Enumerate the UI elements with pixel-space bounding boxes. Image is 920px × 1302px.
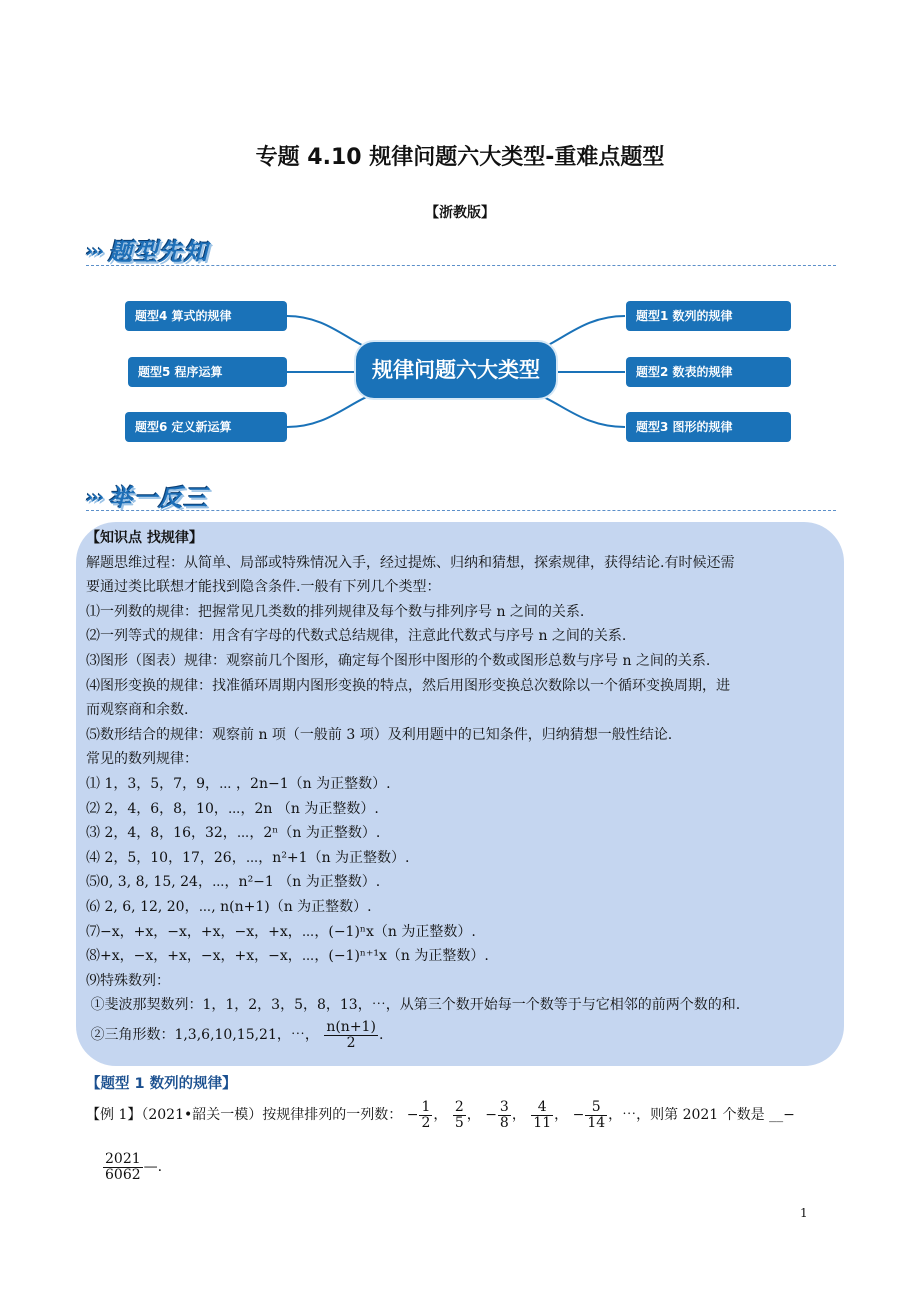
arrows-icon: ›››	[86, 487, 103, 508]
mindmap-node-type5: 题型5 程序运算	[128, 357, 287, 387]
banner-section-practice	[86, 478, 208, 510]
banner-text: 举一反三	[108, 484, 209, 512]
knowledge-line: ⑺−x，+x，−x，+x，−x，+x，⋯，(−1)ⁿx（n 为正整数）.	[86, 923, 476, 940]
banner-text: 题型先知	[108, 238, 209, 266]
example-1	[86, 1100, 846, 1130]
mindmap-node-type4: 题型4 算式的规律	[125, 301, 287, 331]
sequence-term: $\frac{4}{11}$ ，	[533, 1099, 569, 1131]
mindmap-node-type6: 题型6 定义新运算	[125, 412, 287, 442]
page-number: 1	[800, 1206, 808, 1220]
knowledge-line: ⑶ 2，4，8，16，32，⋯，2ⁿ（n 为正整数）.	[86, 825, 381, 842]
fraction-numerator: 2	[454, 1099, 464, 1115]
knowledge-line: ⑷图形变换的规律：找准循环周期内图形变换的特点，然后用图形变换总次数除以一个循环变换周期，进	[86, 677, 730, 694]
mindmap-center: 规律问题六大类型	[356, 342, 556, 398]
term-sign: −	[485, 1107, 497, 1124]
knowledge-line: ⑻+x，−x，+x，−x，+x，−x，⋯，(−1)ⁿ⁺¹x（n 为正整数）.	[86, 948, 489, 965]
triangle-prefix: ②三角形数：1,3,6,10,15,21，⋯，	[86, 1027, 319, 1044]
triangle-numbers-line	[86, 1020, 836, 1050]
knowledge-line: ⑸数形结合的规律：观察前 n 项（一般前 3 项）及利用题中的已知条件，归纳猜想一般性结论.	[86, 726, 673, 743]
mindmap-node-type2: 题型2 数表的规律	[626, 357, 791, 387]
knowledge-content	[86, 526, 836, 1050]
fraction-numerator: 2021	[105, 1151, 141, 1167]
fraction-denominator: 14	[587, 1114, 606, 1131]
page-title: 专题 4.10 规律问题六大类型-重难点题型	[255, 145, 665, 170]
fraction-denominator: 8	[499, 1114, 509, 1131]
sequence-term	[572, 1099, 609, 1131]
knowledge-line: ⑹ 2, 6, 12, 20，⋯, n(n+1)（n 为正整数）.	[86, 898, 372, 915]
answer-tail: —.	[143, 1159, 163, 1176]
divider	[86, 510, 836, 511]
knowledge-line: ①斐波那契数列：1，1，2，3，5，8，13，⋯，从第三个数开始每一个数等于与它相邻的前两个数的和.	[86, 997, 741, 1014]
fraction-numerator: 3	[499, 1099, 509, 1115]
knowledge-line: ⑵ 2，4，6，8，10，⋯，2n （n 为正整数）.	[86, 800, 379, 817]
triangle-suffix: .	[378, 1027, 384, 1044]
knowledge-line: ⑸0, 3, 8, 15, 24，⋯，n²−1 （n 为正整数）.	[86, 874, 381, 891]
edition-label: 【浙教版】	[425, 205, 495, 221]
arrows-icon: ›››	[86, 241, 103, 262]
question-type-heading: 【题型 1 数列的规律】	[86, 1076, 237, 1092]
fraction-numerator: n(n+1)	[326, 1018, 376, 1035]
term-sign: −	[406, 1107, 419, 1124]
fraction-numerator: 1	[421, 1099, 431, 1115]
triangle-fraction	[324, 1020, 378, 1050]
answer-fraction	[103, 1152, 143, 1182]
term-sign: −	[572, 1107, 585, 1124]
mindmap-node-type1: 题型1 数列的规律	[626, 301, 791, 331]
knowledge-line: 常见的数列规律：	[86, 751, 198, 768]
divider	[86, 265, 836, 266]
knowledge-line: 解题思维过程：从简单、局部或特殊情况入手，经过提炼、归纳和猜想，探索规律，获得结论.有时候还需	[86, 554, 735, 571]
sequence-term: − $\frac{3}{8}$ ，	[485, 1099, 526, 1131]
example-suffix: ，⋯，则第 2021 个数是 __−	[608, 1107, 795, 1124]
fraction-denominator: 6062	[105, 1166, 141, 1183]
knowledge-line: ⑴ 1，3，5，7，9，⋯ ，2n−1（n 为正整数）.	[86, 775, 391, 792]
example-prefix: 【例 1】（2021•韶关一模）按规律排列的一列数：	[86, 1107, 403, 1124]
knowledge-line: ⑶图形（图表）规律：观察前几个图形，确定每个图形中图形的个数或图形总数与序号 n 之间的关系.	[86, 652, 711, 669]
fraction-denominator: 2	[346, 1034, 356, 1051]
fraction-numerator: 4	[531, 1100, 553, 1116]
fraction-numerator: 5	[585, 1100, 607, 1116]
sequence-term: − $\frac{1}{2}$ ，	[406, 1099, 448, 1131]
knowledge-line: 而观察商和余数.	[86, 702, 189, 719]
example-answer	[102, 1152, 162, 1182]
knowledge-line: ⑷ 2，5，10，17，26，⋯，n²+1（n 为正整数）.	[86, 849, 410, 866]
fraction-denominator: 11	[533, 1114, 552, 1131]
knowledge-line: 要通过类比联想才能找到隐含条件.一般有下列几个类型：	[86, 579, 441, 596]
fraction-denominator: 2	[421, 1114, 431, 1131]
mindmap-node-type3: 题型3 图形的规律	[626, 412, 791, 442]
knowledge-line: ⑼特殊数列：	[86, 972, 170, 989]
knowledge-line: ⑴一列数的规律：把握常见几类数的排列规律及每个数与排列序号 n 之间的关系.	[86, 603, 585, 620]
knowledge-line: ⑵一列等式的规律：用含有字母的代数式总结规律，注意此代数式与序号 n 之间的关系.	[86, 628, 627, 645]
sequence-term: $\frac{2}{5}$ ，	[454, 1099, 481, 1131]
knowledge-heading: 【知识点 找规律】	[86, 530, 203, 546]
fraction-denominator: 5	[454, 1114, 464, 1131]
banner-section-preview	[86, 232, 208, 264]
